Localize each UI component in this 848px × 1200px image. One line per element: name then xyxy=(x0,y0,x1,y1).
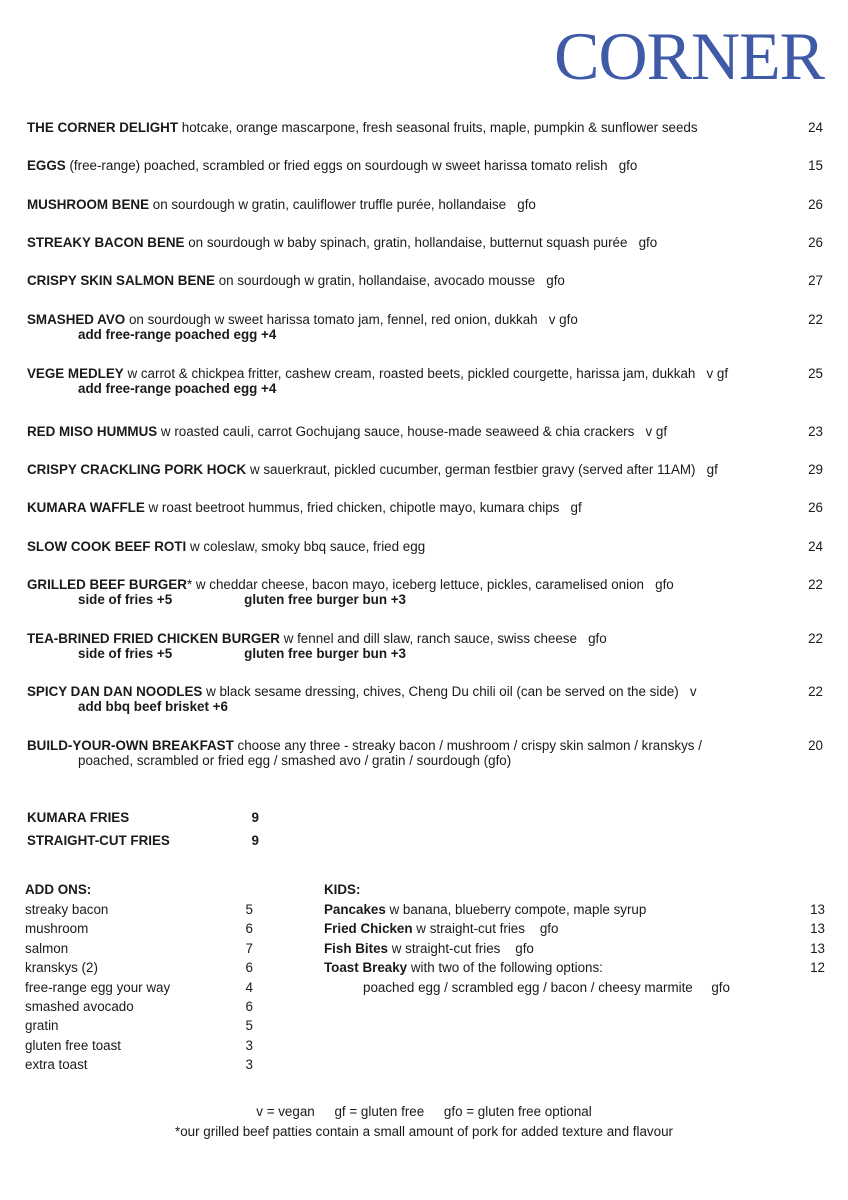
kids-item-name: Pancakes xyxy=(324,902,386,917)
menu-item xyxy=(27,539,823,554)
kids-item-desc: with two of the following options: xyxy=(410,960,603,976)
addon-price: 3 xyxy=(245,1057,253,1073)
toast-options: poached egg / scrambled egg / bacon / cheesy marmite gfo xyxy=(363,979,730,995)
menu-item-price: 22 xyxy=(808,312,823,327)
kids-item-desc: w banana, blueberry compote, maple syrup xyxy=(389,902,647,917)
menu-item-desc: w black sesame dressing, chives, Cheng Du chili oil (can be served on the side) v xyxy=(206,684,697,699)
menu-item-name: SLOW COOK BEEF ROTI xyxy=(27,539,187,554)
addon-price: 5 xyxy=(245,1018,253,1034)
addon-item xyxy=(25,980,253,999)
menu-item-addon xyxy=(78,381,823,396)
menu-item xyxy=(27,684,823,714)
footer-note: *our grilled beef patties contain a small amount of pork for added texture and flavour xyxy=(175,1124,673,1139)
menu-item-price: 23 xyxy=(808,424,823,439)
addon-price: 6 xyxy=(245,921,253,937)
menu-item-name: THE CORNER DELIGHT xyxy=(27,120,179,135)
menu-item-price: 24 xyxy=(808,120,823,135)
kids-item xyxy=(324,921,825,940)
kids-item-name: Fried Chicken xyxy=(324,921,413,937)
kids-item-price: 13 xyxy=(810,902,825,917)
addon-option: gluten free burger bun +3 xyxy=(244,646,406,661)
menu-item-name: EGGS xyxy=(27,158,66,173)
menu-item xyxy=(27,738,823,768)
addons-title: ADD ONS: xyxy=(25,882,92,897)
kids-item xyxy=(324,902,825,921)
kids-section xyxy=(324,882,825,999)
menu-item-desc: * w cheddar cheese, bacon mayo, iceberg lettuce, pickles, caramelised onion gfo xyxy=(186,577,674,592)
menu-item xyxy=(27,500,823,515)
menu-item-desc: w coleslaw, smoky bbq sauce, fried egg xyxy=(189,539,426,554)
menu-item-name: MUSHROOM BENE xyxy=(27,197,150,212)
addon-option: gluten free burger bun +3 xyxy=(244,592,406,607)
side-price: 9 xyxy=(251,810,259,825)
addon-option: side of fries +5 xyxy=(78,592,173,607)
side-price: 9 xyxy=(251,833,259,848)
addon-item xyxy=(25,941,253,960)
menu-item xyxy=(27,631,823,661)
addons-section xyxy=(25,882,253,1077)
addon-name: extra toast xyxy=(25,1057,88,1073)
menu-item xyxy=(27,235,823,250)
kids-item-desc: w straight-cut fries gfo xyxy=(391,940,534,956)
addon-name: free-range egg your way xyxy=(25,979,171,995)
menu-item-desc: on sourdough w sweet harissa tomato jam, fennel, red onion, dukkah v gfo xyxy=(128,312,578,327)
menu-item-price: 24 xyxy=(808,539,823,554)
menu-item-price: 27 xyxy=(808,273,823,288)
menu-item-price: 26 xyxy=(808,197,823,212)
menu-item xyxy=(27,120,823,135)
menu-item-desc: on sourdough w baby spinach, gratin, hollandaise, butternut squash purée gfo xyxy=(188,235,658,250)
addon-name: gratin xyxy=(25,1018,59,1034)
side-name: STRAIGHT-CUT FRIES xyxy=(27,833,170,848)
addon-name: gluten free toast xyxy=(25,1037,122,1053)
kids-item-price: 12 xyxy=(810,960,825,976)
menu-item-name: STREAKY BACON BENE xyxy=(27,235,185,250)
menu-item xyxy=(27,424,823,439)
menu-item xyxy=(27,197,823,212)
addon-option: side of fries +5 xyxy=(78,646,173,661)
addon-name: kranskys (2) xyxy=(25,960,98,976)
menu-item-price: 26 xyxy=(808,500,823,515)
menu-item-price: 20 xyxy=(808,738,823,753)
addon-item xyxy=(25,1038,253,1057)
menu-item xyxy=(27,158,823,173)
menu-item-price: 22 xyxy=(808,577,823,592)
addon-name: streaky bacon xyxy=(25,902,109,917)
menu-item-price: 22 xyxy=(808,631,823,646)
addon-price: 6 xyxy=(245,998,253,1014)
addon-price: 4 xyxy=(245,979,253,995)
addon-option: add free-range poached egg +4 xyxy=(78,381,277,396)
menu-item xyxy=(27,462,823,477)
menu-item-name: CRISPY CRACKLING PORK HOCK xyxy=(27,462,247,477)
kids-item xyxy=(324,941,825,960)
menu-item-desc: w fennel and dill slaw, ranch sauce, swiss cheese gfo xyxy=(283,631,607,646)
sides-section xyxy=(27,810,259,856)
menu-item-addon xyxy=(78,699,823,714)
footer xyxy=(0,1102,848,1142)
kids-item-desc: w straight-cut fries gfo xyxy=(416,921,559,937)
addon-option: add bbq beef brisket +6 xyxy=(78,699,228,714)
kids-title: KIDS: xyxy=(324,882,361,897)
brand-logo: CORNER xyxy=(554,18,824,94)
menu-item xyxy=(27,577,823,607)
addon-item xyxy=(25,999,253,1018)
menu-item-name: BUILD-YOUR-OWN BREAKFAST xyxy=(27,738,234,753)
menu-item-desc-cont: poached, scrambled or fried egg / smashed avo / gratin / sourdough (gfo) xyxy=(78,753,512,768)
menu-item-price: 22 xyxy=(808,684,823,699)
menu-item-desc: hotcake, orange mascarpone, fresh seasonal fruits, maple, pumpkin & sunflower seeds xyxy=(181,120,698,135)
menu-item-desc: w roast beetroot hummus, fried chicken, chipotle mayo, kumara chips gf xyxy=(148,500,582,515)
legend-vegan: v = vegan xyxy=(256,1104,315,1119)
addon-item xyxy=(25,921,253,940)
side-item xyxy=(27,833,259,856)
side-name: KUMARA FRIES xyxy=(27,810,130,825)
side-item xyxy=(27,810,259,833)
legend-gluten-free: gf = gluten free xyxy=(334,1104,425,1119)
addon-name: smashed avocado xyxy=(25,998,134,1014)
kids-item xyxy=(324,960,825,979)
menu-item-name: GRILLED BEEF BURGER xyxy=(27,577,187,592)
menu-item-desc: on sourdough w gratin, hollandaise, avocado mousse gfo xyxy=(218,273,565,288)
menu-item-name: RED MISO HUMMUS xyxy=(27,424,158,439)
menu-item xyxy=(27,366,823,396)
addon-item xyxy=(25,902,253,921)
menu-item-price: 29 xyxy=(808,462,823,477)
menu-item-desc: w sauerkraut, pickled cucumber, german festbier gravy (served after 11AM) gf xyxy=(249,462,718,477)
diet-legend xyxy=(0,1102,848,1122)
addon-item xyxy=(25,1057,253,1076)
addon-item xyxy=(25,960,253,979)
menu-item-desc: choose any three - streaky bacon / mushroom / crispy skin salmon / kranskys / xyxy=(237,738,702,753)
menu-item-addon xyxy=(78,646,823,661)
kids-item-price: 13 xyxy=(810,921,825,937)
addon-price: 7 xyxy=(245,940,253,956)
menu-item-desc: on sourdough w gratin, cauliflower truffle purée, hollandaise gfo xyxy=(152,197,536,212)
menu-item-addon xyxy=(78,327,823,342)
menu-item-name: TEA-BRINED FRIED CHICKEN BURGER xyxy=(27,631,280,646)
menu-item-name: SMASHED AVO xyxy=(27,312,126,327)
menu-item xyxy=(27,312,823,342)
addon-option: add free-range poached egg +4 xyxy=(78,327,277,342)
menu-item-name: CRISPY SKIN SALMON BENE xyxy=(27,273,215,288)
addon-item xyxy=(25,1018,253,1037)
menu-item-name: VEGE MEDLEY xyxy=(27,366,124,381)
menu-item-name: KUMARA WAFFLE xyxy=(27,500,145,515)
kids-item-price: 13 xyxy=(810,940,825,956)
menu-item-desc: w roasted cauli, carrot Gochujang sauce, house-made seaweed & chia crackers v gf xyxy=(160,424,668,439)
addon-price: 3 xyxy=(245,1037,253,1053)
menu-item-desc: (free-range) poached, scrambled or fried eggs on sourdough w sweet harissa tomato relish gfo xyxy=(69,158,638,173)
kids-item-name: Toast Breaky xyxy=(324,960,408,976)
menu-item-price: 15 xyxy=(808,158,823,173)
addon-price: 6 xyxy=(245,960,253,976)
menu-item-price: 25 xyxy=(808,366,823,381)
menu-item-name: SPICY DAN DAN NOODLES xyxy=(27,684,203,699)
kids-item-name: Fish Bites xyxy=(324,940,388,956)
addon-price: 5 xyxy=(245,902,253,917)
addon-name: salmon xyxy=(25,940,69,956)
menu-item-desc: w carrot & chickpea fritter, cashew cream, roasted beets, pickled courgette, harissa jam, dukkah v gf xyxy=(127,366,729,381)
menu-item-price: 26 xyxy=(808,235,823,250)
legend-gluten-free-optional: gfo = gluten free optional xyxy=(443,1104,592,1119)
menu-item xyxy=(27,273,823,288)
menu-item-addon xyxy=(78,592,823,607)
addon-name: mushroom xyxy=(25,921,89,937)
